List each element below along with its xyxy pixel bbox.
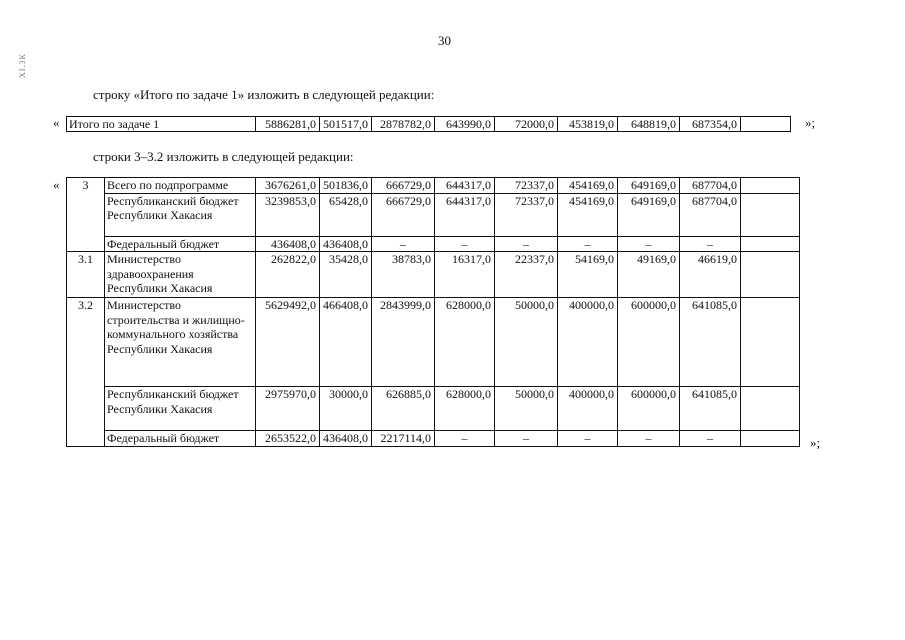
row-name: Федеральный бюджет — [105, 236, 256, 252]
value-cell: 454169,0 — [558, 178, 618, 194]
value-cell: – — [558, 236, 618, 252]
table-row — [67, 387, 800, 431]
table-row — [67, 431, 800, 447]
value-cell: 436408,0 — [320, 431, 372, 447]
value-cell: 628000,0 — [435, 298, 495, 387]
row-number: 3.2 — [67, 298, 105, 447]
value-cell: 626885,0 — [372, 387, 435, 431]
table-row — [67, 236, 800, 252]
value-cell: – — [618, 431, 680, 447]
value-cell: – — [618, 236, 680, 252]
value-cell: 54169,0 — [558, 252, 618, 298]
opening-quote: « — [53, 177, 60, 192]
value-cell: – — [495, 236, 558, 252]
instruction-rows-3-3.2: строки 3–3.2 изложить в следующей редакции: — [93, 149, 354, 164]
value-cell: – — [680, 431, 741, 447]
value-cell: – — [680, 236, 741, 252]
value-cell: 436408,0 — [320, 236, 372, 252]
total-cell: 453819,0 — [558, 117, 618, 132]
value-cell: 46619,0 — [680, 252, 741, 298]
value-cell: 22337,0 — [495, 252, 558, 298]
value-cell: 30000,0 — [320, 387, 372, 431]
value-cell: 65428,0 — [320, 193, 372, 236]
closing-quote: »; — [805, 115, 816, 130]
value-cell: 72337,0 — [495, 193, 558, 236]
row-name: Министерство здравоохранения Республики Хакасия — [105, 252, 256, 298]
table-row — [67, 252, 800, 298]
value-cell: 5629492,0 — [256, 298, 320, 387]
value-cell: 262822,0 — [256, 252, 320, 298]
closing-quote: »; — [810, 435, 821, 450]
opening-quote: « — [53, 115, 60, 130]
value-cell: 72337,0 — [495, 178, 558, 194]
value-cell: – — [435, 236, 495, 252]
total-cell: 5886281,0 — [256, 117, 320, 132]
value-cell: 501836,0 — [320, 178, 372, 194]
value-cell: 641085,0 — [680, 387, 741, 431]
value-cell: 2217114,0 — [372, 431, 435, 447]
total-cell: 687354,0 — [680, 117, 741, 132]
total-row-table — [66, 116, 791, 132]
value-cell: 666729,0 — [372, 178, 435, 194]
value-cell: 628000,0 — [435, 387, 495, 431]
total-cell — [741, 117, 791, 132]
value-cell — [741, 178, 800, 194]
value-cell: 16317,0 — [435, 252, 495, 298]
row-name: Федеральный бюджет — [105, 431, 256, 447]
value-cell: 649169,0 — [618, 193, 680, 236]
row-name: Республиканский бюджет Республики Хакасия — [105, 193, 256, 236]
value-cell: – — [435, 431, 495, 447]
value-cell: 641085,0 — [680, 298, 741, 387]
value-cell: 687704,0 — [680, 178, 741, 194]
value-cell — [741, 252, 800, 298]
value-cell: 687704,0 — [680, 193, 741, 236]
total-cell: 501517,0 — [320, 117, 372, 132]
table-row — [67, 193, 800, 236]
table-row — [67, 117, 791, 132]
value-cell: 649169,0 — [618, 178, 680, 194]
total-cell: 643990,0 — [435, 117, 495, 132]
value-cell: – — [372, 236, 435, 252]
value-cell: 466408,0 — [320, 298, 372, 387]
instruction-total-row: строку «Итого по задаче 1» изложить в следующей редакции: — [93, 87, 435, 102]
row-number: 3 — [67, 178, 105, 252]
value-cell — [741, 387, 800, 431]
value-cell: – — [495, 431, 558, 447]
value-cell — [741, 193, 800, 236]
value-cell: 38783,0 — [372, 252, 435, 298]
value-cell: 666729,0 — [372, 193, 435, 236]
total-cell: 648819,0 — [618, 117, 680, 132]
total-cell: 2878782,0 — [372, 117, 435, 132]
subprogram-table — [66, 177, 800, 447]
value-cell: 400000,0 — [558, 387, 618, 431]
value-cell: – — [558, 431, 618, 447]
value-cell: 35428,0 — [320, 252, 372, 298]
value-cell: 600000,0 — [618, 298, 680, 387]
row-name: Всего по подпрограмме — [105, 178, 256, 194]
value-cell: 3676261,0 — [256, 178, 320, 194]
row-name: Республиканский бюджет Республики Хакасия — [105, 387, 256, 431]
value-cell: 3239853,0 — [256, 193, 320, 236]
table-row — [67, 298, 800, 387]
total-label: Итого по задаче 1 — [67, 117, 256, 132]
value-cell: 2843999,0 — [372, 298, 435, 387]
row-name: Министерство строительства и жилищно-коммунального хозяйства Республики Хакасия — [105, 298, 256, 387]
value-cell: 2975970,0 — [256, 387, 320, 431]
page-number: 30 — [438, 33, 451, 48]
value-cell — [741, 431, 800, 447]
value-cell: 400000,0 — [558, 298, 618, 387]
value-cell: 436408,0 — [256, 236, 320, 252]
value-cell: 644317,0 — [435, 178, 495, 194]
value-cell: 50000,0 — [495, 298, 558, 387]
row-number: 3.1 — [67, 252, 105, 298]
value-cell: 2653522,0 — [256, 431, 320, 447]
side-margin-mark: ХI.3К — [18, 53, 27, 78]
total-cell: 72000,0 — [495, 117, 558, 132]
value-cell: 600000,0 — [618, 387, 680, 431]
table-row — [67, 178, 800, 194]
value-cell: 49169,0 — [618, 252, 680, 298]
value-cell — [741, 236, 800, 252]
value-cell: 454169,0 — [558, 193, 618, 236]
value-cell — [741, 298, 800, 387]
value-cell: 50000,0 — [495, 387, 558, 431]
value-cell: 644317,0 — [435, 193, 495, 236]
